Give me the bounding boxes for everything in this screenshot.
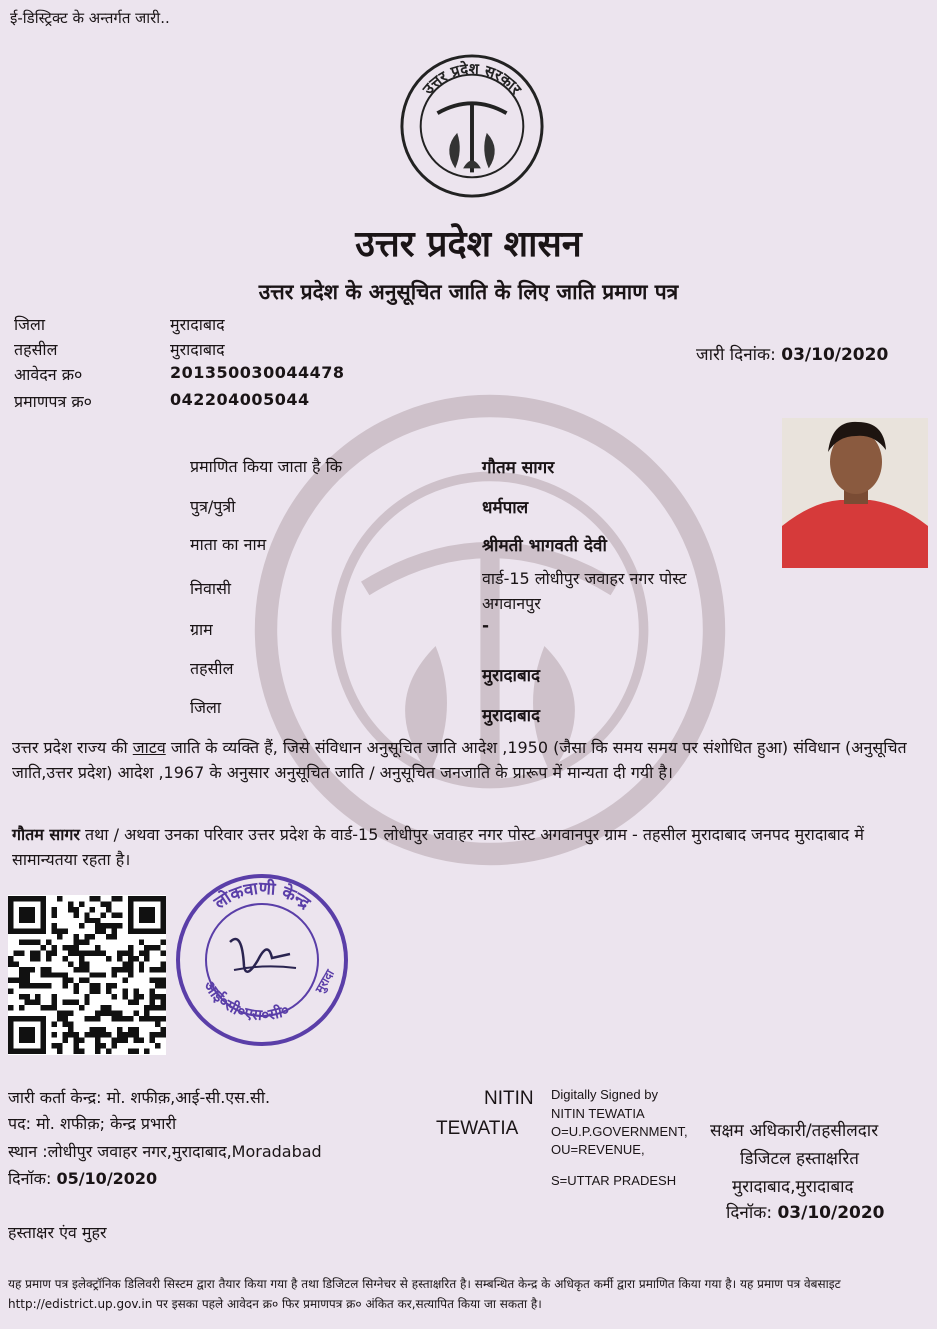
residence-text: तथा / अथवा उनका परिवार उत्तर प्रदेश के वार्ड-15 लोधीपुर जवाहर नगर पोस्ट अगवानपुर ग्राम - तहसील मुरादाबाद जनपद मुरादाबाद में सामान्यतया रहता है।: [12, 825, 864, 869]
page-title: उत्तर प्रदेश शासन: [355, 223, 582, 265]
footer-verification-note: यह प्रमाण पत्र इलेक्ट्रॉनिक डिलिवरी सिस्टम द्वारा तैयार किया गया है तथा डिजिटल सिग्नेचर से हस्ताक्षरित है। सम्बन्धित केन्द्र के अधिकृत कर्मी द्वारा प्रमाणित किया गया है। यह प्रमाण पत्र वेबसाइट http://edistrict.up.gov.in पर इसका पहले आवेदन क्र० फिर प्रमाणपत्र क्र० अंकित कर,सत्यापित किया जा सकता है।: [8, 1277, 841, 1311]
issuer-place-value: लोधीपुर जवाहर नगर,मुरादाबाद,Moradabad: [47, 1142, 322, 1161]
caste-name: जाटव: [132, 738, 166, 757]
tehsil-value: मुरादाबाद: [482, 666, 541, 686]
authority-digital: डिजिटल हस्ताक्षरित: [740, 1149, 859, 1169]
meta-district-value: मुरादाबाद: [170, 315, 225, 334]
svg-text:उत्तर प्रदेश सरकार: उत्तर प्रदेश सरकार: [419, 60, 525, 98]
residence-person-name: गौतम सागर: [12, 825, 80, 844]
signature-and-seal-label: हस्ताक्षर एंव मुहर: [8, 1223, 107, 1242]
qr-code: [8, 895, 166, 1055]
village-label: ग्राम: [190, 620, 213, 639]
authority-title: सक्षम अधिकारी/तहसीलदार: [710, 1121, 879, 1141]
centre-seal-stamp: [172, 870, 352, 1050]
meta-tehsil-value: मुरादाबाद: [170, 340, 225, 359]
issue-date: [696, 342, 888, 365]
applicant-name: गौतम सागर: [482, 458, 555, 478]
issuer-post: [8, 1112, 176, 1134]
issuer-centre-value: मो. शफीक़,आई-सी.एस.सी.: [106, 1088, 271, 1107]
statement-intro: उत्तर प्रदेश राज्य की: [12, 738, 133, 757]
meta-certificate-value: 042204005044: [170, 390, 310, 409]
authority-location: मुरादाबाद,मुरादाबाद: [732, 1177, 854, 1197]
signer-name-first: NITIN: [484, 1088, 534, 1109]
person-photo-icon: [782, 418, 928, 568]
authority-date-value: 03/10/2020: [777, 1203, 885, 1223]
resident-address-line1: वार्ड-15 लोधीपुर जवाहर नगर पोस्ट: [482, 569, 687, 588]
authority-date: [726, 1200, 885, 1223]
svg-text:मुरादा: मुरादा: [312, 967, 337, 996]
up-government-emblem: [398, 52, 546, 200]
meta-certificate-label: प्रमाणपत्र क्र०: [14, 392, 92, 411]
tehsil-label: तहसील: [190, 659, 234, 678]
sign-line-2: NITIN TEWATIA: [551, 1106, 645, 1121]
child-of-label: पुत्र/पुत्री: [190, 497, 236, 516]
issued-under-note: ई-डिस्ट्रिक्ट के अन्तर्गत जारी..: [10, 9, 170, 27]
sign-line-3: O=U.P.GOVERNMENT,: [551, 1124, 688, 1139]
issuer-place: [8, 1140, 322, 1162]
mother-label: माता का नाम: [190, 535, 267, 554]
statement-text: जाति के व्यक्ति हैं, जिसे संविधान अनुसूचित जाति आदेश ,1950 (जैसा कि समय समय पर संशोधित हुआ) संविधान (अनुसूचित जाति,उत्तर प्रदेश) आदेश ,1967 के अनुसार अनुसूचित जाति / अनुसूचित जनजाति के प्रारूप में मान्यता दी गयी है।: [12, 738, 907, 782]
father-name: धर्मपाल: [482, 498, 529, 518]
issuer-date-label: दिनॉक:: [8, 1169, 52, 1188]
residence-statement: [12, 822, 922, 872]
meta-application-label: आवेदन क्र०: [14, 365, 83, 384]
meta-district-label: जिला: [14, 315, 46, 334]
issuer-place-label: स्थान :: [8, 1142, 48, 1161]
svg-text:आई०सी०एस०सी०: आई०सी०एस०सी०: [200, 977, 292, 1025]
page-subtitle: उत्तर प्रदेश के अनुसूचित जाति के लिए जाति प्रमाण पत्र: [258, 280, 679, 304]
district-label: जिला: [190, 698, 222, 717]
certified-label: प्रमाणित किया जाता है कि: [190, 457, 343, 476]
issuer-centre: [8, 1086, 270, 1108]
meta-tehsil-label: तहसील: [14, 340, 58, 359]
district-value: मुरादाबाद: [482, 706, 541, 726]
sign-line-1: Digitally Signed by: [551, 1087, 658, 1102]
mother-name: श्रीमती भागवती देवी: [482, 536, 607, 556]
sign-line-6: S=UTTAR PRADESH: [551, 1173, 677, 1188]
issuer-post-value: मो. शफीक़; केन्द्र प्रभारी: [36, 1114, 177, 1133]
sign-line-4: OU=REVENUE,: [551, 1142, 645, 1157]
svg-text:लोकवाणी केन्द्र: लोकवाणी केन्द्र: [210, 878, 314, 914]
resident-label: निवासी: [190, 579, 232, 598]
issuer-centre-label: जारी कर्ता केन्द्र:: [8, 1088, 102, 1107]
certificate-statement: [12, 735, 922, 785]
issuer-date-value: 05/10/2020: [56, 1169, 158, 1188]
issuer-date: [8, 1167, 157, 1189]
resident-address-line2: अगवानपुर: [482, 594, 541, 613]
issue-date-value: 03/10/2020: [781, 345, 889, 365]
applicant-photo: [782, 418, 928, 568]
authority-date-label: दिनॉक:: [726, 1203, 773, 1223]
meta-application-value: 201350030044478: [170, 363, 345, 382]
signer-name-last: TEWATIA: [436, 1118, 519, 1139]
village-value: -: [482, 616, 490, 636]
issuer-post-label: पद:: [8, 1114, 31, 1133]
issue-date-label: जारी दिनांक:: [696, 345, 776, 365]
